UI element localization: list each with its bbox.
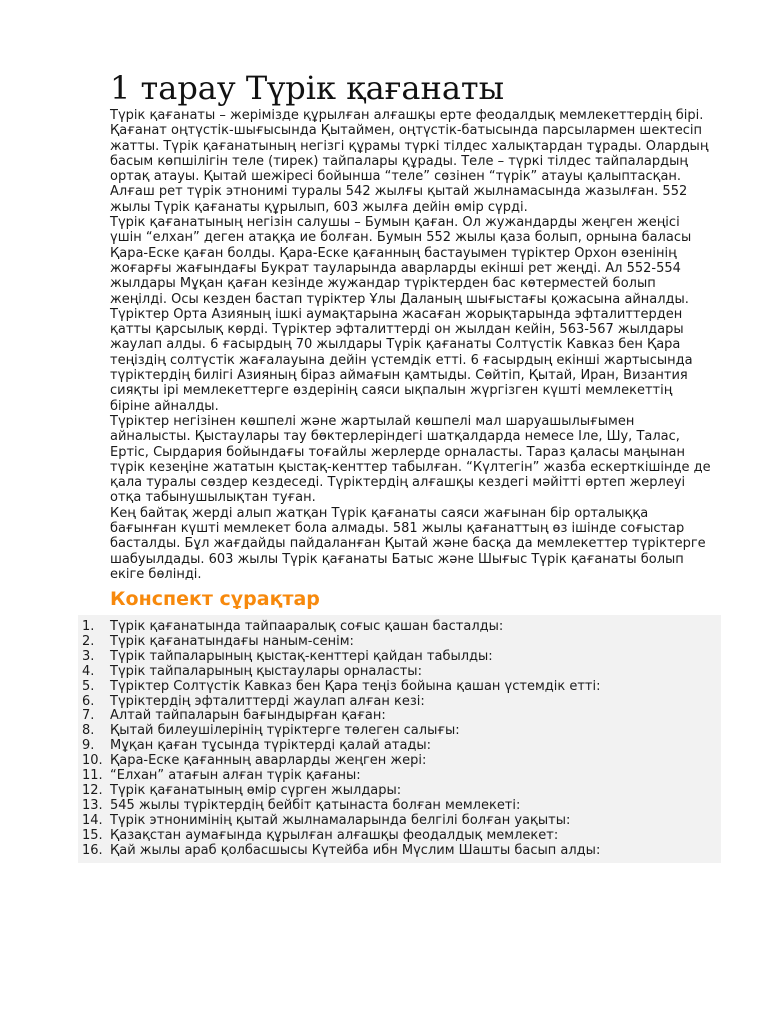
- question-number: 4.: [82, 663, 95, 679]
- question-number: 13.: [82, 797, 103, 813]
- paragraph-1: Түрік қағанаты – жерімізде құрылған алғашқы ерте феодалдық мемлекеттердің бірі. Қағанат оңтүстік-шығысында Қытаймен, оңтүстік-батысында парсылармен шектесіп жатты. Түрік қағанатының негізгі құрамы түркі тілдес халықтардан тұрады. Олардың басым көпшілігін теле (тирек) тайпалары құрады. Теле – түркі тілдес тайпалардың ортақ атауы. Қытай шежіресі бойынша “теле” сөзінен “түрік” атауы қалыптасқан. Алғаш рет түрік этнонимі туралы 542 жылғы қытай жылнамасында жазылған. 552 жылы Түрік қағанаты құрылып, 603 жылға дейін өмір сүрді.: [110, 108, 709, 215]
- question-text: Қара-Еске қағанның аварларды жеңген жері:: [110, 753, 427, 769]
- question-item: [82, 709, 712, 724]
- question-text: Түрік этнонимінің қытай жылнамаларында белгілі болған уақыты:: [110, 812, 571, 828]
- question-text: Түріктердің эфталиттерді жаулап алған кезі:: [110, 693, 425, 709]
- question-text: Қазақстан аумағында құрылған алғашқы феодалдық мемлекет:: [110, 827, 559, 843]
- question-text: “Елхан” атағын алған түрік қағаны:: [110, 768, 361, 784]
- question-number: 12.: [82, 782, 103, 798]
- question-number: 1.: [82, 619, 95, 634]
- question-text: Түрік қағанатындағы наным-сенім:: [110, 633, 354, 649]
- question-item: [82, 769, 712, 784]
- question-number: 16.: [82, 842, 103, 858]
- page-title: 1 тарау Түрік қағанаты: [110, 69, 505, 107]
- question-item: [82, 799, 712, 814]
- questions-list: [82, 620, 712, 859]
- question-item: [82, 814, 712, 829]
- question-number: 15.: [82, 827, 103, 843]
- question-item: [82, 829, 712, 844]
- question-item: [82, 844, 712, 859]
- question-text: Қай жылы араб қолбасшысы Күтейба ибн Мүслим Шашты басып алды:: [110, 842, 601, 858]
- question-text: Түрік тайпаларының қыстаулары орналасты:: [110, 663, 422, 679]
- question-text: Алтай тайпаларын бағындырған қаған:: [110, 708, 386, 724]
- question-text: Қытай билеушілерінің түріктерге төлеген салығы:: [110, 723, 460, 739]
- question-item: [82, 739, 712, 754]
- document-body: [110, 68, 715, 612]
- question-item: [82, 754, 712, 769]
- question-number: 8.: [82, 723, 95, 739]
- question-item: [82, 620, 712, 635]
- question-number: 2.: [82, 633, 95, 649]
- question-number: 14.: [82, 812, 103, 828]
- question-number: 6.: [82, 693, 95, 709]
- question-number: 3.: [82, 648, 95, 664]
- question-text: Түріктер Солтүстік Кавказ бен Қара теңіз бойына қашан үстемдік етті:: [110, 678, 601, 694]
- question-item: [82, 784, 712, 799]
- question-item: [82, 695, 712, 710]
- question-number: 7.: [82, 708, 95, 724]
- question-number: 10.: [82, 753, 103, 769]
- question-item: [82, 724, 712, 739]
- question-text: Түрік қағанатында тайпааралық соғыс қашан басталды:: [110, 619, 504, 634]
- question-text: Түрік тайпаларының қыстақ-кенттері қайдан табылды:: [110, 648, 493, 664]
- question-text: 545 жылы түріктердің бейбіт қатынаста болған мемлекеті:: [110, 797, 521, 813]
- paragraph-4: Кең байтақ жерді алып жатқан Түрік қағанаты саяси жағынан бір орталыққа бағынған күшті мемлекет бола алмады. 581 жылы қағанаттың өз ішінде соғыстар басталды. Бұл жағдайды пайдаланған Қытай және басқа да мемлекеттер түріктерге шабуылдады. 603 жылы Түрік қағанаты Батыс және Шығыс Түрік қағанаты болып екіге бөлінді.: [110, 505, 706, 582]
- question-item: [82, 635, 712, 650]
- question-item: [82, 650, 712, 665]
- paragraph-3: Түріктер негізінен көшпелі және жартылай көшпелі мал шаруашылығымен айналысты. Қыстаулары тау бөктерлеріндегі шатқалдарда немесе Іле, Шу, Талас, Ертіс, Сырдария бойындағы тоғайлы жерлерде орналасты. Тараз қаласы маңынан түрік кезеңіне жататын қыстақ-кенттер табылған. “Күлтегін” жазба ескерткішінде де қала туралы сөздер кездеседі. Түріктердің алғашқы кездегі мәйітті өртеп жерлеуі отқа табынушылықтан туған.: [110, 413, 711, 506]
- section-heading: Конспект сұрақтар: [110, 588, 320, 611]
- question-text: Түрік қағанатының өмір сүрген жылдары:: [110, 782, 402, 798]
- question-item: [82, 680, 712, 695]
- question-number: 9.: [82, 738, 95, 754]
- paragraph-2: Түрік қағанатының негізін салушы – Бумын қаған. Ол жужандарды жеңген жеңісі үшін “елхан” деген атаққа ие болған. Бумын 552 жылы қаза болып, орнына баласы Қара-Еске қаған болды. Қара-Еске қағанның бастауымен түріктер Орхон өзенінің жоғарғы жағындағы Букрат тауларында аварларды екінші рет жеңді. Ал 552-554 жылдары Мұқан қаған кезінде жужандар түріктерден бас көтерместей болып жеңілді. Осы кезден бастап түріктер Ұлы Даланың шығыстағы қожасына айналды. Түріктер Орта Азияның ішкі аумақтарына жасаған жорықтарында эфталиттерден қатты қарсылық көрді. Түріктер эфталиттерді он жылдан кейін, 563-567 жылдары жаулап алды. 6 ғасырдың 70 жылдары Түрік қағанаты Солтүстік Кавказ бен Қара теңіздің солтүстік жағалауына дейін үстемдік етті. 6 ғасырдың екінші жартысында түріктердің билігі Азияның біраз аймағын қамтыды. Сөйтіп, Қытай, Иран, Византия сияқты ірі мемлекеттерге өздерінің саяси ықпалын жүргізген күшті мемлекеттің біріне айналды.: [110, 215, 693, 414]
- question-text: Мұқан қаған тұсында түріктерді қалай атады:: [110, 738, 432, 754]
- question-item: [82, 665, 712, 680]
- question-number: 5.: [82, 678, 95, 694]
- question-number: 11.: [82, 768, 103, 784]
